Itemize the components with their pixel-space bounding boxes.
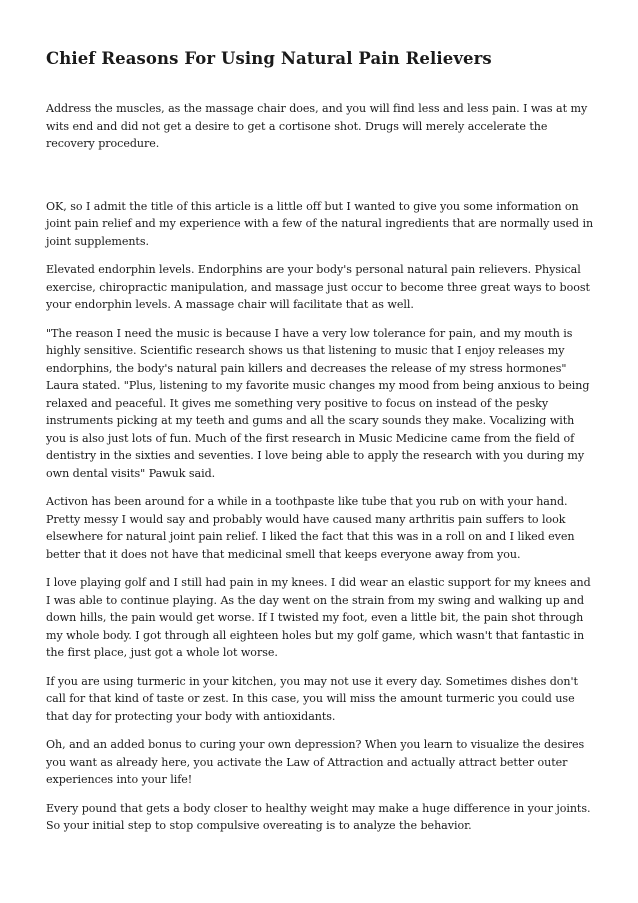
paragraph: OK, so I admit the title of this article is a little off but I wanted to give you some information on joint pain relief and my experience with a few of the natural ingredients that are normally used in joint supplements. [46,199,594,248]
paragraph: "The reason I need the music is because I have a very low tolerance for pain, and my mouth is highly sensitive. Scientific research shows us that listening to music that I enjoy releases my endorphins, the body's natural pain killers and decreases the release of my stress hormones" Laura stated. "Plus, listening to my favorite music changes my mood from being anxious to being relaxed and peaceful. It gives me something very positive to focus on instead of the pesky instruments picking at my teeth and gums and all the scary sounds they make. Vocalizing with you is also just lots of fun. Much of the first research in Music Medicine came from the field of dentistry in the sixties and seventies. I love being able to apply the research with you during my own dental visits" Pawuk said. [46,326,590,480]
paragraph: Every pound that gets a body closer to healthy weight may make a huge difference in your joints. So your initial step to stop compulsive overeating is to analyze the behavior. [46,801,591,832]
paragraph: Address the muscles, as the massage chair does, and you will find less and less pain. I was at my wits end and did not get a desire to get a cortisone shot. Drugs will merely accelerate the recovery procedure. [46,102,588,150]
document-title: Chief Reasons For Using Natural Pain Relievers [46,49,492,68]
paragraph: Activon has been around for a while in a toothpaste like tube that you rub on with your hand. Pretty messy I would say and probably would have caused many arthritis pain suffers to look elsewhere for natural joint pain relief. I liked the fact that this was in a roll on and I liked even better that it does not have that medicinal smell that keeps everyone away from you. [46,495,575,561]
paragraph: Oh, and an added bonus to curing your own depression? When you learn to visualize the desires you want as already here, you activate the Law of Attraction and actually attract better outer experiences into your life! [46,738,585,786]
paragraph: Elevated endorphin levels. Endorphins are your body's personal natural pain relievers. Physical exercise, chiropractic manipulation, and massage just occur to become three great ways to boost your endorphin levels. A massage chair will facilitate that as well. [46,263,590,311]
paragraph: I love playing golf and I still had pain in my knees. I did wear an elastic support for my knees and I was able to continue playing. As the day went on the strain from my swing and walking up and down hills, the pain would get worse. If I twisted my foot, even a little bit, the pain shot through my whole body. I got through all eighteen holes but my golf game, which wasn't that fantastic in the first place, just got a whole lot worse. [46,576,591,659]
paragraph: If you are using turmeric in your kitchen, you may not use it every day. Sometimes dishes don't call for that kind of taste or zest. In this case, you will miss the amount turmeric you could use that day for protecting your body with antioxidants. [46,674,578,723]
document-page [46,0,595,835]
